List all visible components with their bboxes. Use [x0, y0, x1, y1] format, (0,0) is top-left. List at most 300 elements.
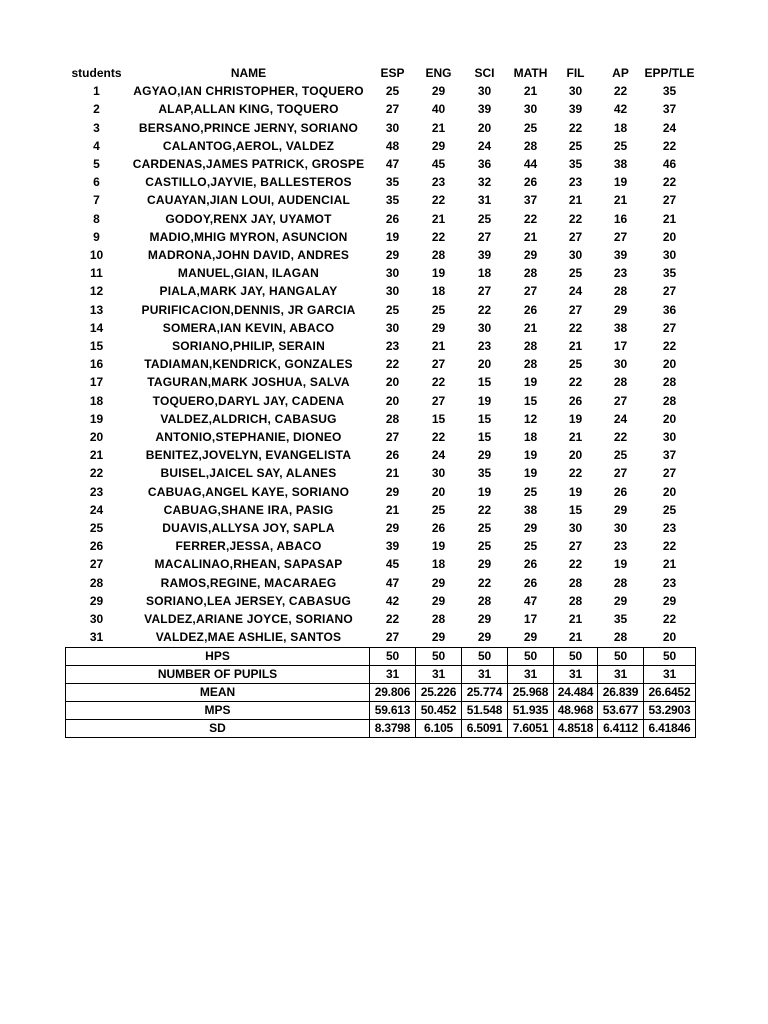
student-row [66, 592, 696, 610]
score-cell: 28 [385, 411, 400, 426]
student-number: 7 [93, 193, 100, 208]
student-row [66, 228, 696, 246]
score-cell: 27 [662, 193, 677, 208]
score-cell: 28 [523, 339, 538, 354]
score-cell: 22 [477, 502, 492, 517]
score-cell: 35 [662, 84, 677, 99]
student-name: SORIANO,LEA JERSEY, CABASUG [146, 593, 351, 608]
score-cell: 29 [613, 302, 628, 317]
student-row [66, 483, 696, 501]
score-cell: 21 [385, 502, 400, 517]
score-cell: 19 [523, 448, 538, 463]
score-cell: 20 [662, 357, 677, 372]
score-cell: 22 [385, 612, 400, 627]
score-cell: 25 [568, 138, 583, 153]
student-number: 23 [89, 484, 104, 499]
score-cell: 15 [477, 375, 492, 390]
score-cell: 22 [568, 211, 583, 226]
summary-value: 4.8518 [554, 719, 598, 737]
score-cell: 22 [568, 320, 583, 335]
score-cell: 28 [662, 375, 677, 390]
score-cell: 21 [431, 120, 446, 135]
score-cell: 27 [385, 102, 400, 117]
score-cell: 30 [568, 84, 583, 99]
summary-row [66, 701, 696, 719]
summary-value: 31 [370, 665, 416, 683]
eng-header: ENG [425, 66, 452, 80]
score-cell: 27 [662, 284, 677, 299]
score-cell: 29 [477, 612, 492, 627]
score-cell: 27 [662, 466, 677, 481]
score-cell: 30 [662, 430, 677, 445]
score-cell: 29 [385, 248, 400, 263]
summary-value: 31 [554, 665, 598, 683]
student-rows [66, 82, 696, 647]
score-cell: 27 [477, 229, 492, 244]
score-cell: 29 [613, 502, 628, 517]
score-cell: 27 [568, 302, 583, 317]
score-cell: 38 [523, 502, 538, 517]
student-row [66, 82, 696, 100]
student-number: 15 [89, 339, 104, 354]
student-name: BERSANO,PRINCE JERNY, SORIANO [138, 120, 359, 135]
score-cell: 30 [568, 521, 583, 536]
fil-header: FIL [566, 66, 585, 80]
student-row [66, 537, 696, 555]
header-row [66, 64, 696, 82]
student-number: 4 [93, 138, 100, 153]
student-row [66, 628, 696, 647]
score-cell: 24 [568, 284, 583, 299]
score-cell: 35 [385, 175, 400, 190]
score-cell: 36 [477, 157, 492, 172]
score-cell: 19 [477, 393, 492, 408]
score-cell: 32 [477, 175, 492, 190]
score-cell: 19 [613, 557, 628, 572]
score-cell: 19 [523, 375, 538, 390]
score-cell: 21 [568, 193, 583, 208]
summary-value: 31 [598, 665, 644, 683]
score-cell: 22 [477, 302, 492, 317]
score-cell: 31 [477, 193, 492, 208]
score-cell: 21 [568, 339, 583, 354]
score-cell: 22 [613, 84, 628, 99]
score-cell: 24 [662, 120, 677, 135]
score-cell: 47 [385, 157, 400, 172]
summary-label: MPS [66, 701, 370, 719]
score-cell: 29 [477, 557, 492, 572]
score-cell: 19 [477, 484, 492, 499]
student-name: RAMOS,REGINE, MACARAEG [160, 575, 337, 590]
score-cell: 45 [385, 557, 400, 572]
score-cell: 35 [613, 612, 628, 627]
score-cell: 30 [385, 320, 400, 335]
student-row [66, 137, 696, 155]
score-cell: 29 [477, 448, 492, 463]
score-cell: 29 [477, 630, 492, 645]
student-number: 3 [93, 120, 100, 135]
score-cell: 22 [662, 175, 677, 190]
score-cell: 28 [523, 357, 538, 372]
score-cell: 23 [431, 175, 446, 190]
score-cell: 21 [568, 612, 583, 627]
student-name: DUAVIS,ALLYSA JOY, SAPLA [162, 521, 335, 536]
score-cell: 44 [523, 157, 538, 172]
summary-value: 26.6452 [644, 683, 696, 701]
score-cell: 29 [431, 320, 446, 335]
score-cell: 18 [613, 120, 628, 135]
student-name: VALDEZ,MAE ASHLIE, SANTOS [155, 630, 342, 645]
score-cell: 47 [385, 575, 400, 590]
summary-value: 48.968 [554, 701, 598, 719]
student-row [66, 519, 696, 537]
student-name: CASTILLO,JAYVIE, BALLESTEROS [145, 175, 352, 190]
student-number: 21 [89, 448, 104, 463]
score-cell: 23 [385, 339, 400, 354]
score-cell: 30 [385, 284, 400, 299]
summary-value: 25.774 [462, 683, 508, 701]
score-cell: 28 [477, 593, 492, 608]
student-row [66, 173, 696, 191]
score-cell: 25 [431, 302, 446, 317]
score-cell: 21 [568, 430, 583, 445]
student-number: 24 [89, 502, 104, 517]
score-cell: 19 [431, 539, 446, 554]
summary-label: NUMBER OF PUPILS [66, 665, 370, 683]
student-name: CALANTOG,AEROL, VALDEZ [162, 138, 335, 153]
student-row [66, 264, 696, 282]
score-cell: 22 [431, 375, 446, 390]
summary-value: 31 [416, 665, 462, 683]
score-cell: 29 [662, 593, 677, 608]
summary-value: 7.6051 [508, 719, 554, 737]
score-cell: 19 [431, 266, 446, 281]
score-cell: 21 [662, 557, 677, 572]
score-cell: 28 [568, 575, 583, 590]
score-cell: 22 [613, 430, 628, 445]
score-cell: 26 [568, 393, 583, 408]
score-cell: 28 [431, 248, 446, 263]
student-number: 26 [89, 539, 104, 554]
score-cell: 29 [523, 521, 538, 536]
score-cell: 37 [662, 102, 677, 117]
score-cell: 21 [523, 84, 538, 99]
summary-value: 26.839 [598, 683, 644, 701]
score-cell: 24 [477, 138, 492, 153]
score-cell: 24 [431, 448, 446, 463]
student-row [66, 355, 696, 373]
score-cell: 29 [431, 630, 446, 645]
score-cell: 38 [613, 157, 628, 172]
score-cell: 18 [431, 284, 446, 299]
student-number: 18 [89, 393, 104, 408]
score-cell: 15 [477, 430, 492, 445]
score-cell: 30 [613, 521, 628, 536]
score-cell: 29 [613, 593, 628, 608]
score-cell: 25 [385, 84, 400, 99]
score-cell: 19 [523, 466, 538, 481]
score-cell: 25 [477, 211, 492, 226]
score-cell: 21 [523, 320, 538, 335]
score-cell: 22 [662, 539, 677, 554]
summary-value: 31 [508, 665, 554, 683]
grade-sheet [65, 64, 696, 738]
score-cell: 30 [662, 248, 677, 263]
score-cell: 28 [662, 393, 677, 408]
student-name: CARDENAS,JAMES PATRICK, GROSPE [132, 157, 365, 172]
score-cell: 29 [431, 84, 446, 99]
score-cell: 26 [385, 448, 400, 463]
score-cell: 29 [385, 484, 400, 499]
summary-rows [66, 647, 696, 737]
summary-row [66, 719, 696, 737]
score-cell: 26 [523, 575, 538, 590]
score-cell: 20 [662, 630, 677, 645]
score-cell: 21 [662, 211, 677, 226]
score-cell: 28 [523, 266, 538, 281]
score-cell: 17 [613, 339, 628, 354]
score-cell: 16 [613, 211, 628, 226]
summary-row [66, 665, 696, 683]
student-name: GODOY,RENX JAY, UYAMOT [165, 211, 332, 226]
score-cell: 25 [477, 521, 492, 536]
score-cell: 30 [568, 248, 583, 263]
score-cell: 20 [662, 411, 677, 426]
score-cell: 27 [477, 284, 492, 299]
summary-value: 50 [598, 647, 644, 665]
score-cell: 22 [662, 138, 677, 153]
student-name: ALAP,ALLAN KING, TOQUERO [158, 102, 339, 117]
score-cell: 28 [613, 375, 628, 390]
score-cell: 23 [613, 539, 628, 554]
score-cell: 28 [613, 575, 628, 590]
score-cell: 27 [385, 630, 400, 645]
score-cell: 28 [431, 612, 446, 627]
score-cell: 20 [477, 357, 492, 372]
score-cell: 25 [613, 448, 628, 463]
score-cell: 26 [523, 302, 538, 317]
score-cell: 26 [385, 211, 400, 226]
score-table [65, 64, 696, 738]
score-cell: 29 [523, 248, 538, 263]
student-name: SOMERA,IAN KEVIN, ABACO [162, 320, 335, 335]
score-cell: 20 [385, 375, 400, 390]
score-cell: 22 [431, 229, 446, 244]
score-cell: 39 [477, 248, 492, 263]
student-name: PIALA,MARK JAY, HANGALAY [159, 284, 338, 299]
math-header: MATH [513, 66, 548, 80]
summary-label: SD [66, 719, 370, 737]
score-cell: 27 [568, 229, 583, 244]
score-cell: 37 [662, 448, 677, 463]
student-number: 6 [93, 175, 100, 190]
student-row [66, 392, 696, 410]
score-cell: 20 [662, 229, 677, 244]
score-cell: 30 [431, 466, 446, 481]
score-cell: 25 [523, 120, 538, 135]
student-number: 30 [89, 612, 104, 627]
summary-value: 51.548 [462, 701, 508, 719]
score-cell: 30 [477, 320, 492, 335]
student-name: TOQUERO,DARYL JAY, CADENA [152, 393, 345, 408]
summary-value: 8.3798 [370, 719, 416, 737]
ap-header: AP [612, 66, 629, 80]
score-cell: 27 [613, 229, 628, 244]
student-row [66, 464, 696, 482]
score-cell: 21 [431, 339, 446, 354]
score-cell: 12 [523, 411, 538, 426]
score-cell: 25 [568, 266, 583, 281]
score-cell: 20 [477, 120, 492, 135]
student-name: MACALINAO,RHEAN, SAPASAP [154, 557, 343, 572]
score-cell: 22 [662, 612, 677, 627]
score-cell: 27 [613, 393, 628, 408]
score-cell: 30 [613, 357, 628, 372]
score-cell: 27 [662, 320, 677, 335]
score-cell: 25 [431, 502, 446, 517]
score-cell: 29 [431, 575, 446, 590]
summary-value: 53.2903 [644, 701, 696, 719]
score-cell: 26 [523, 557, 538, 572]
score-cell: 25 [662, 502, 677, 517]
summary-value: 51.935 [508, 701, 554, 719]
student-name: TADIAMAN,KENDRICK, GONZALES [144, 357, 353, 372]
students-header: students [71, 66, 122, 80]
summary-value: 29.806 [370, 683, 416, 701]
score-cell: 18 [431, 557, 446, 572]
score-cell: 15 [523, 393, 538, 408]
score-cell: 19 [385, 229, 400, 244]
student-row [66, 501, 696, 519]
student-number: 5 [93, 157, 100, 172]
score-cell: 39 [568, 102, 583, 117]
student-number: 2 [93, 102, 100, 117]
student-name: SORIANO,PHILIP, SERAIN [172, 339, 325, 354]
student-row [66, 373, 696, 391]
score-cell: 39 [385, 539, 400, 554]
score-cell: 20 [662, 484, 677, 499]
student-number: 16 [89, 357, 104, 372]
summary-value: 6.4112 [598, 719, 644, 737]
score-cell: 42 [385, 593, 400, 608]
score-cell: 22 [431, 430, 446, 445]
score-cell: 22 [662, 339, 677, 354]
student-row [66, 191, 696, 209]
score-cell: 21 [568, 630, 583, 645]
student-name: CABUAG,ANGEL KAYE, SORIANO [147, 484, 350, 499]
score-cell: 23 [662, 575, 677, 590]
epp-tle-header: EPP/TLE [644, 66, 695, 80]
score-cell: 29 [431, 593, 446, 608]
score-cell: 47 [523, 593, 538, 608]
summary-row [66, 647, 696, 665]
score-cell: 15 [568, 502, 583, 517]
score-cell: 26 [431, 521, 446, 536]
score-cell: 22 [431, 193, 446, 208]
score-cell: 25 [613, 138, 628, 153]
score-cell: 17 [523, 612, 538, 627]
score-cell: 28 [568, 593, 583, 608]
student-name: AGYAO,IAN CHRISTOPHER, TOQUERO [133, 84, 364, 99]
score-cell: 23 [477, 339, 492, 354]
student-name: PURIFICACION,DENNIS, JR GARCIA [141, 302, 356, 317]
summary-value: 25.226 [416, 683, 462, 701]
student-name: MANUEL,GIAN, ILAGAN [177, 266, 320, 281]
score-cell: 21 [431, 211, 446, 226]
esp-header: ESP [380, 66, 405, 80]
score-cell: 27 [568, 539, 583, 554]
score-cell: 21 [385, 466, 400, 481]
score-cell: 30 [385, 266, 400, 281]
summary-value: 50 [416, 647, 462, 665]
student-number: 22 [89, 466, 104, 481]
score-cell: 38 [613, 320, 628, 335]
score-cell: 18 [523, 430, 538, 445]
student-name: BUISEL,JAICEL SAY, ALANES [160, 466, 337, 481]
student-row [66, 246, 696, 264]
student-name: CAUAYAN,JIAN LOUI, AUDENCIAL [147, 193, 350, 208]
score-cell: 30 [523, 102, 538, 117]
student-number: 1 [93, 84, 100, 99]
score-cell: 25 [523, 484, 538, 499]
score-cell: 28 [613, 630, 628, 645]
summary-value: 59.613 [370, 701, 416, 719]
score-cell: 20 [385, 393, 400, 408]
student-row [66, 446, 696, 464]
score-cell: 37 [523, 193, 538, 208]
score-cell: 20 [568, 448, 583, 463]
score-cell: 22 [477, 575, 492, 590]
score-cell: 22 [568, 466, 583, 481]
student-row [66, 155, 696, 173]
score-cell: 30 [385, 120, 400, 135]
summary-value: 6.41846 [644, 719, 696, 737]
summary-value: 50 [508, 647, 554, 665]
score-cell: 35 [385, 193, 400, 208]
summary-label: HPS [66, 647, 370, 665]
score-cell: 18 [477, 266, 492, 281]
student-name: CABUAG,SHANE IRA, PASIG [163, 502, 334, 517]
score-cell: 27 [431, 393, 446, 408]
score-cell: 25 [568, 357, 583, 372]
student-number: 20 [89, 430, 104, 445]
summary-value: 24.484 [554, 683, 598, 701]
score-cell: 27 [523, 284, 538, 299]
student-number: 28 [89, 575, 104, 590]
student-row [66, 282, 696, 300]
score-cell: 22 [568, 120, 583, 135]
score-cell: 21 [613, 193, 628, 208]
student-row [66, 301, 696, 319]
student-number: 10 [89, 248, 104, 263]
summary-value: 50 [370, 647, 416, 665]
summary-value: 50 [462, 647, 508, 665]
student-name: FERRER,JESSA, ABACO [175, 539, 322, 554]
score-cell: 36 [662, 302, 677, 317]
student-row [66, 100, 696, 118]
student-number: 8 [93, 211, 100, 226]
score-cell: 25 [385, 302, 400, 317]
summary-value: 50.452 [416, 701, 462, 719]
score-cell: 26 [523, 175, 538, 190]
student-name: ANTONIO,STEPHANIE, DIONEO [155, 430, 342, 445]
score-cell: 15 [477, 411, 492, 426]
score-cell: 23 [662, 521, 677, 536]
score-cell: 28 [613, 284, 628, 299]
score-cell: 35 [477, 466, 492, 481]
student-number: 17 [89, 375, 104, 390]
student-row [66, 337, 696, 355]
